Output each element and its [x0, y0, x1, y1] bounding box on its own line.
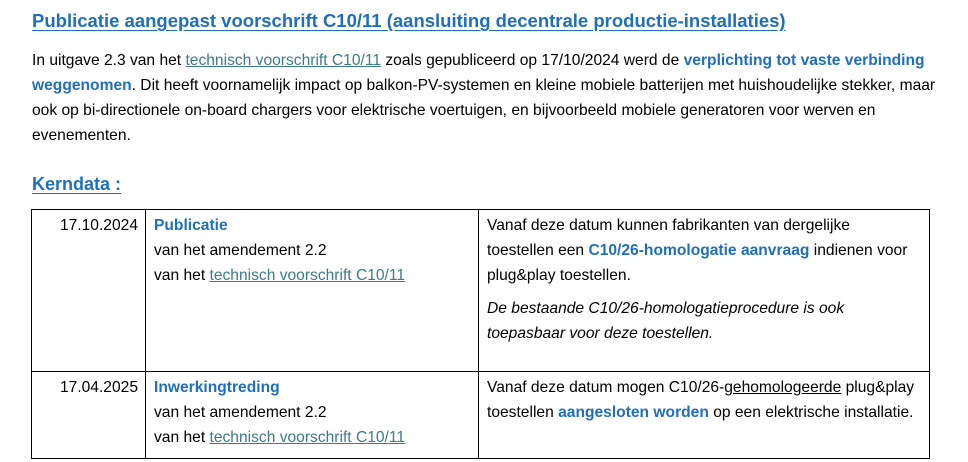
- row-italic-note: De bestaande C10/26-homologatieprocedure is ook toepasbaar voor deze toestellen.: [487, 300, 845, 342]
- row-label-cell: [146, 210, 479, 372]
- table-row: [32, 372, 930, 459]
- row-desc-text-2: plug&play toestellen: [487, 379, 915, 421]
- row-desc-text-3: op een elektrische installatie.: [708, 404, 914, 421]
- row-desc-underlined: gehomologeerde: [724, 379, 842, 396]
- row-title: Publicatie: [154, 217, 228, 234]
- document-title: Publicatie aangepast voorschrift C10/11 (aansluiting decentrale productie-installaties): [32, 10, 786, 31]
- row-desc-text-2: indienen voor plug&play toestellen.: [487, 242, 908, 284]
- key-dates-heading: Kerndata :: [32, 174, 122, 194]
- row-date: 17.10.2024: [32, 210, 146, 372]
- row-description: [487, 213, 921, 288]
- row-amendment-text: van het amendement 2.2: [154, 242, 327, 259]
- key-dates-table: [31, 209, 930, 459]
- intro-emphasis: verplichting tot vaste verbinding weggenomen: [32, 52, 925, 94]
- row-regulation-prefix: van het: [154, 267, 210, 284]
- intro-paragraph: [32, 48, 952, 148]
- technical-regulation-link[interactable]: technisch voorschrift C10/11: [185, 52, 382, 69]
- row-description-cell: [479, 372, 930, 459]
- intro-text-1: In uitgave 2.3 van het: [32, 52, 186, 69]
- row-label-cell: [146, 372, 479, 459]
- intro-text-2: zoals gepubliceerd op 17/10/2024 werd de: [381, 52, 684, 69]
- regulation-link[interactable]: technisch voorschrift C10/11: [209, 267, 406, 284]
- row-desc-emphasis: aangesloten worden: [558, 404, 709, 421]
- row-regulation-prefix: van het: [154, 429, 210, 446]
- regulation-link[interactable]: technisch voorschrift C10/11: [209, 429, 406, 446]
- row-description: [487, 375, 921, 425]
- row-amendment-text: van het amendement 2.2: [154, 404, 327, 421]
- row-title: Inwerkingtreding: [154, 379, 280, 396]
- table-row: [32, 210, 930, 372]
- row-desc-text-1: Vanaf deze datum kunnen fabrikanten van dergelijke toestellen een: [487, 217, 850, 259]
- row-description-cell: [479, 210, 930, 372]
- row-regulation-line: [154, 425, 470, 450]
- row-date: 17.04.2025: [32, 372, 146, 459]
- row-desc-text-1: Vanaf deze datum mogen C10/26-: [487, 379, 725, 396]
- row-regulation-line: [154, 263, 470, 288]
- row-desc-emphasis: C10/26-homologatie aanvraag: [588, 242, 810, 259]
- intro-text-3: . Dit heeft voornamelijk impact op balkon-PV-systemen en kleine mobiele batterijen met huishoudelijke stekker, maar ook op bi-directionele on-board chargers voor elektrische voertuigen, en bijvoorbeeld mobiele generatoren voor werven en evenementen.: [32, 77, 936, 144]
